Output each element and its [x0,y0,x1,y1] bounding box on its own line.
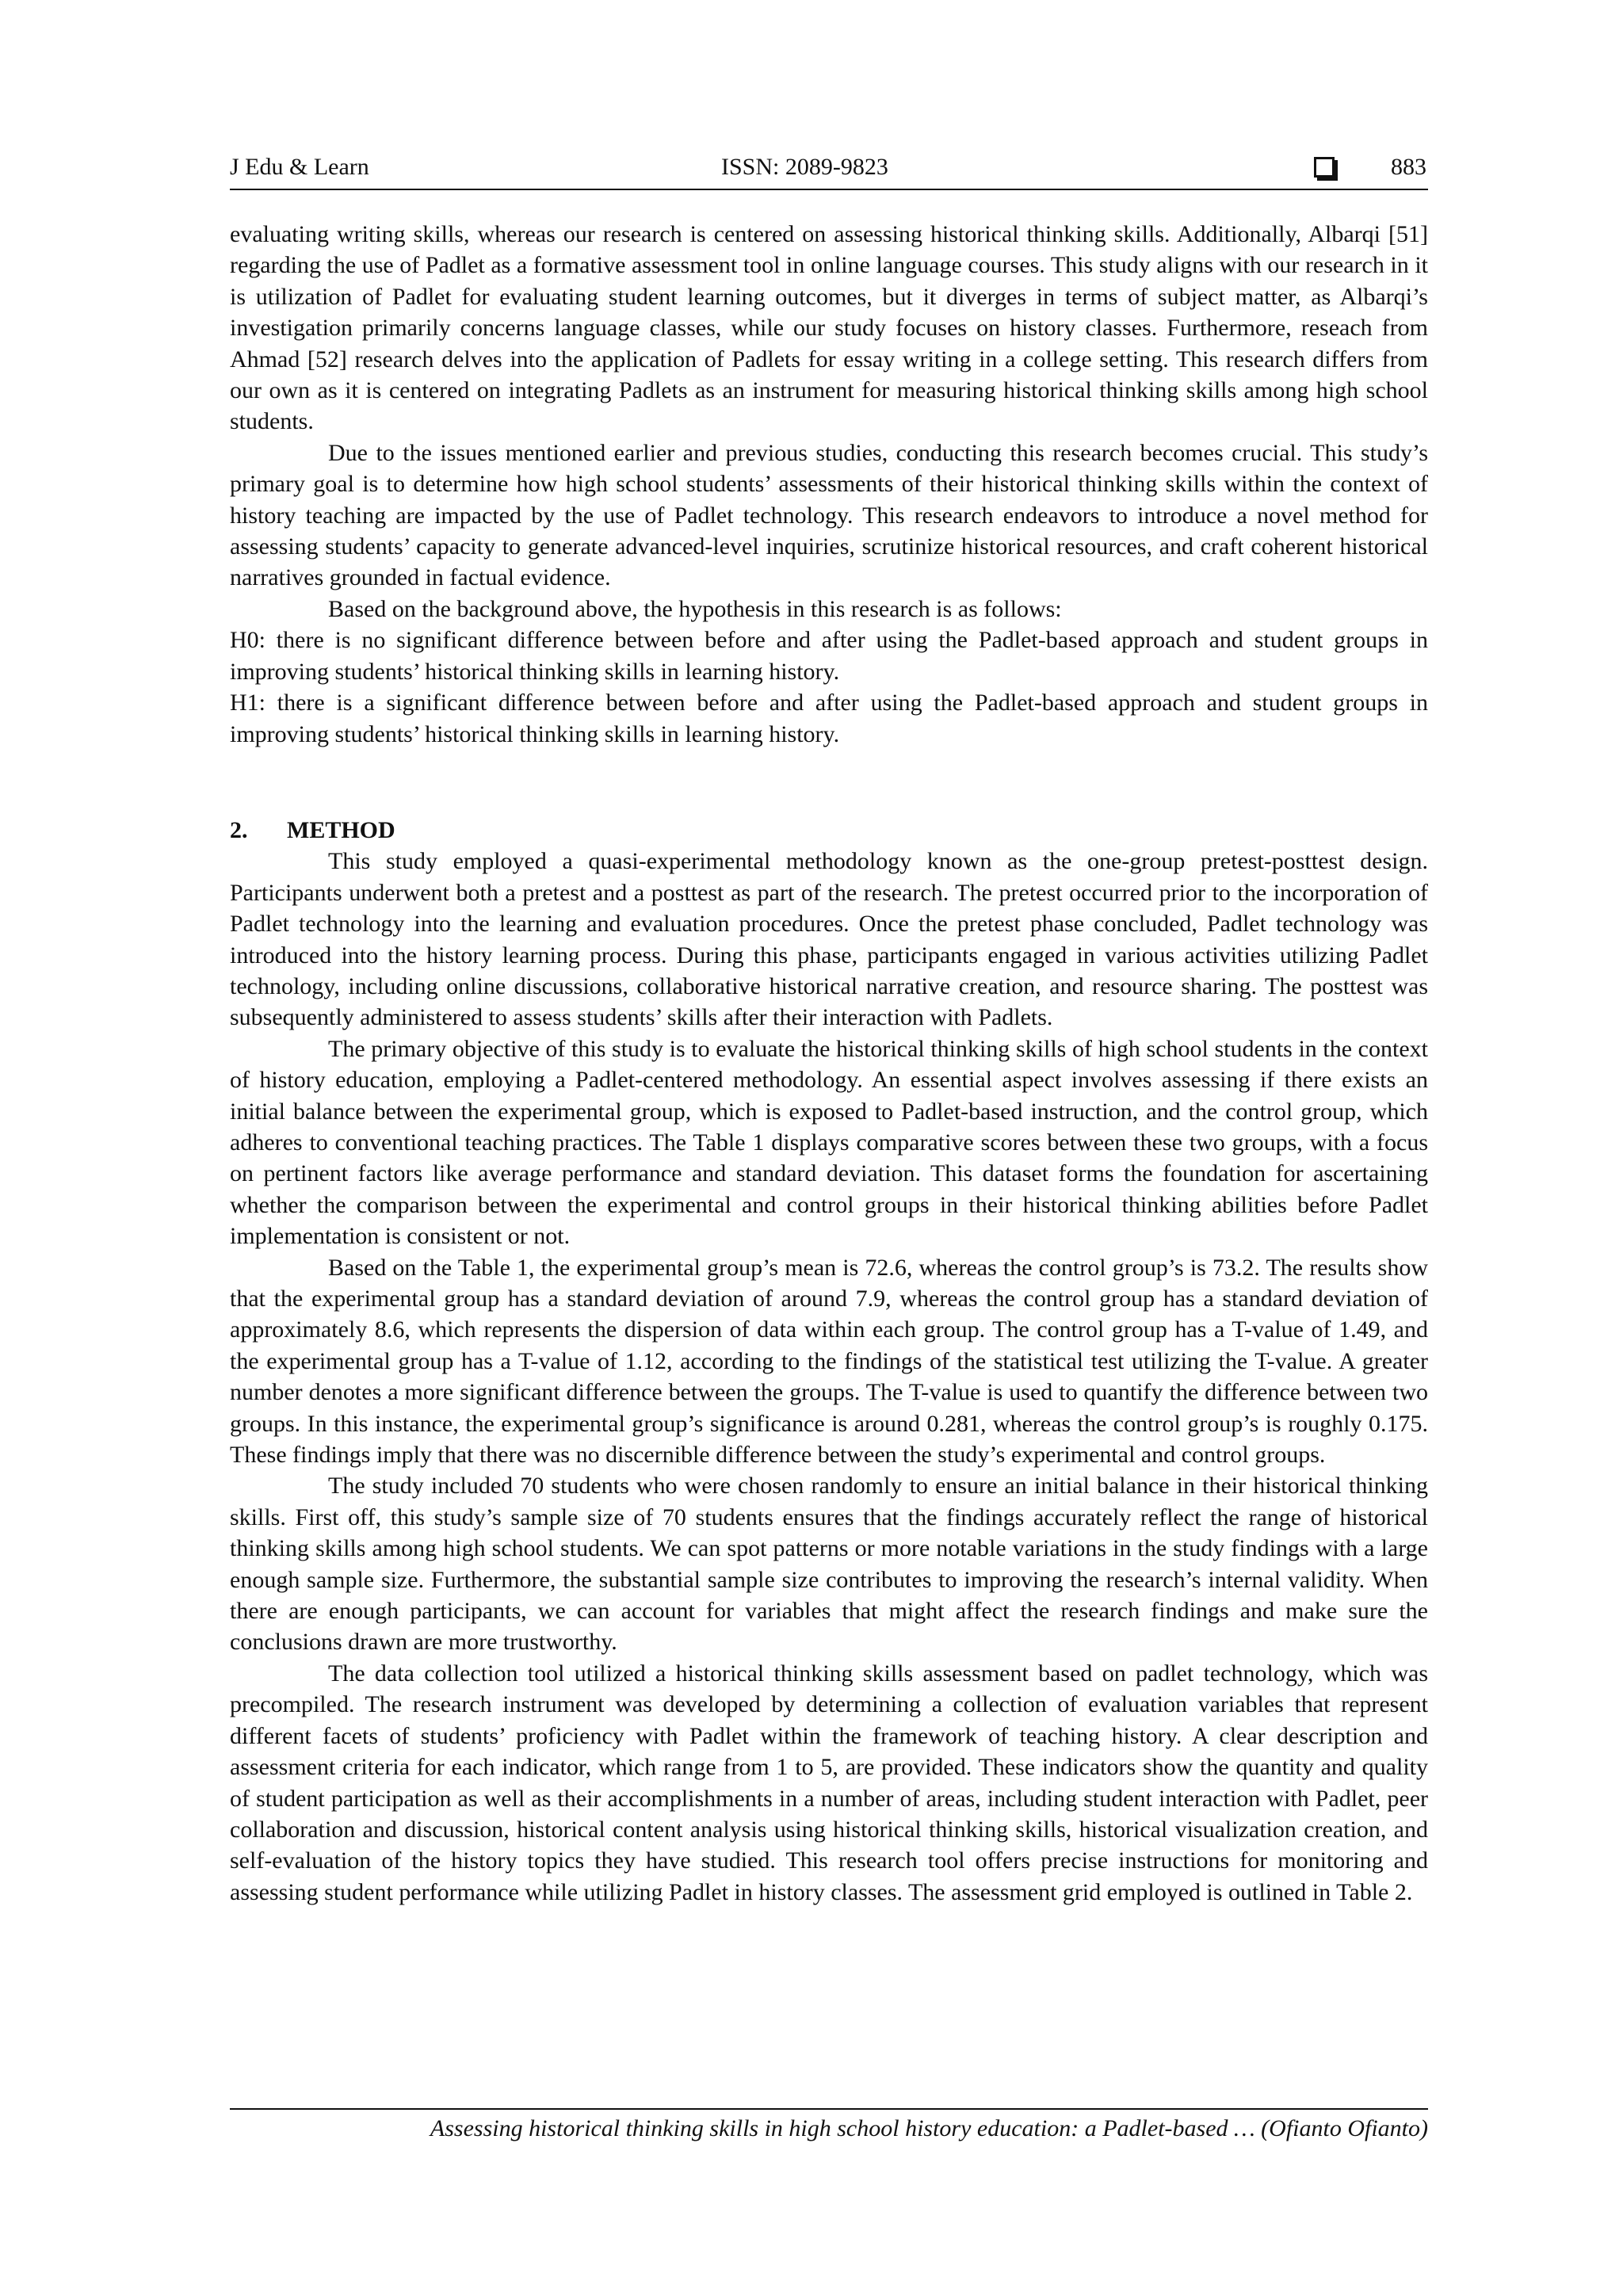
paragraph: The data collection tool utilized a historical thinking skills assessment based on padlet technology, which was precompiled. The research instrument was developed by determining a collection of evaluation variables that represent different facets of students’ proficiency with Padlet within the framework of teaching history. A clear description and assessment criteria for each indicator, which range from 1 to 5, are provided. These indicators show the quantity and quality of student participation as well as their accomplishments in a number of areas, including student interaction with Padlet, peer collaboration and discussion, historical content analysis using historical thinking skills, historical visualization creation, and self-evaluation of the history topics they have studied. This research tool offers precise instructions for monitoring and assessing student performance while utilizing Padlet in history classes. The assessment grid employed is outlined in Table 2. [230,1660,1428,1905]
square-bullet-icon [1314,157,1335,178]
paragraph: The study included 70 students who were chosen randomly to ensure an initial balance in their historical thinking skills. First off, this study’s sample size of 70 students ensures that the findings accurately reflect the range of historical thinking skills among high school students. We can spot patterns or more notable variations in the study findings with a large enough sample size. Furthermore, the substantial sample size contributes to improving the research’s internal validity. When there are enough participants, we can account for variables that might affect the research findings and make sure the conclusions drawn are more trustworthy. [230,1473,1428,1656]
section-number: 2. [230,816,248,843]
page [230,149,1428,1908]
paragraph: Due to the issues mentioned earlier and previous studies, conducting this research becomes crucial. This study’s primary goal is to determine how high school students’ assessments of their historical thinking skills within the context of history teaching are impacted by the use of Padlet technology. This research endeavors to introduce a novel method for assessing students’ capacity to generate advanced-level inquiries, scrutinize historical resources, and craft coherent historical narratives grounded in factual evidence. [230,439,1428,591]
section-heading [230,815,1428,846]
footer-rule [230,2108,1428,2110]
header-rule [230,189,1428,190]
page-number: 883 [1391,154,1426,180]
hypothesis-h0: H0: there is no significant difference between before and after using the Padlet-based approach and student groups in improving students’ historical thinking skills in learning history. [230,627,1428,685]
paragraph: This study employed a quasi-experimental methodology known as the one-group pretest-posttest design. Participants underwent both a pretest and a posttest as part of the research. The pretest occurred prior to the incorporation of Padlet technology into the learning and evaluation procedures. Once the pretest phase concluded, Padlet technology was introduced into the history learning process. During this phase, participants engaged in various activities utilizing Padlet technology, including online discussions, collaborative historical narrative creation, and resource sharing. The posttest was subsequently administered to assess students’ skills after their interaction with Padlets. [230,848,1428,1031]
running-header [230,149,1428,185]
paragraph: evaluating writing skills, whereas our research is centered on assessing historical thinking skills. Additionally, Albarqi [51] regarding the use of Padlet as a formative assessment tool in online language courses. This study aligns with our research in it is utilization of Padlet for evaluating student learning outcomes, but it diverges in terms of subject matter, as Albarqi’s investigation primarily concerns language classes, while our study focuses on history classes. Furthermore, reseach from Ahmad [52] research delves into the application of Padlets for essay writing in a college setting. This research differs from our own as it is centered on integrating Padlets as an instrument for measuring historical thinking skills among high school students. [230,221,1428,435]
journal-name: J Edu & Learn [230,154,369,180]
section-title: METHOD [287,816,395,843]
hypothesis-h1: H1: there is a significant difference between before and after using the Padlet-based approach and student groups in improving students’ historical thinking skills in learning history. [230,690,1428,747]
body-text [230,219,1428,1908]
paragraph: Based on the Table 1, the experimental group’s mean is 72.6, whereas the control group’s is 73.2. The results show that the experimental group has a standard deviation of around 7.9, whereas the control group has a standard deviation of approximately 8.6, which represents the dispersion of data within each group. The control group has a T-value of 1.49, and the experimental group has a T-value of 1.12, according to the findings of the statistical test utilizing the T-value. A greater number denotes a more significant difference between the groups. The T-value is used to quantify the difference between two groups. In this instance, the experimental group’s significance is around 0.281, whereas the control group’s is roughly 0.175. These findings imply that there was no discernible difference between the study’s experimental and control groups. [230,1254,1428,1469]
running-footer: Assessing historical thinking skills in high school history education: a Padlet-based … (Ofianto Ofianto) [430,2115,1428,2141]
issn: ISSN: 2089-9823 [721,154,888,180]
paragraph: The primary objective of this study is to evaluate the historical thinking skills of high school students in the context of history education, employing a Padlet-centered methodology. An essential aspect involves assessing if there exists an initial balance between the experimental group, which is exposed to Padlet-based instruction, and the control group, which adheres to conventional teaching practices. The Table 1 displays comparative scores between these two groups, with a focus on pertinent factors like average performance and standard deviation. This dataset forms the foundation for ascertaining whether the comparison between the experimental and control groups in their historical thinking abilities before Padlet implementation is consistent or not. [230,1035,1428,1250]
paragraph: Based on the background above, the hypothesis in this research is as follows: [328,595,1062,622]
